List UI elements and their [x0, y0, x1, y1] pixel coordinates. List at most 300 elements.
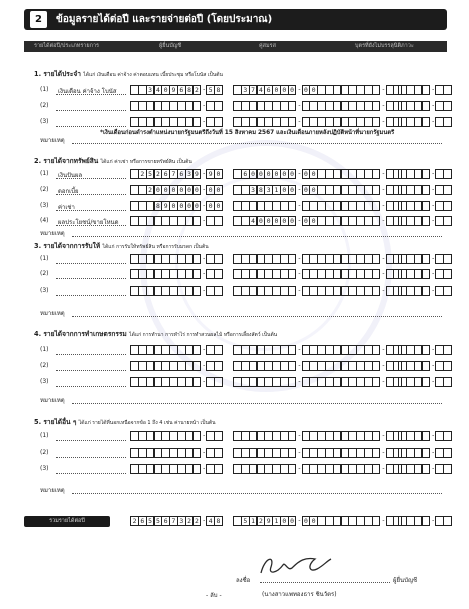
amount-field[interactable] [234, 269, 318, 279]
amount-field[interactable] [399, 464, 452, 474]
total-digit-box: 6 [161, 516, 170, 526]
amount-decimal-box [443, 431, 452, 441]
total-decimal-dash: - [297, 516, 302, 524]
amount-digit-box [372, 448, 381, 458]
column-header-children: บุตรที่ยังไม่บรรลุนิติภาวะ [355, 43, 414, 49]
row-dotted-line [56, 194, 126, 195]
amount-decimal-dash: - [381, 361, 386, 369]
signer-role: ผู้ยื่นบัญชี [393, 577, 418, 584]
total-digit-box: 5 [154, 516, 163, 526]
amount-field[interactable] [318, 101, 402, 111]
total-amount-field[interactable] [234, 516, 318, 526]
amount-field[interactable] [131, 85, 223, 95]
amount-field[interactable] [399, 448, 452, 458]
amount-decimal-box [443, 361, 452, 371]
sign-label: ลงชื่อ [236, 577, 251, 584]
amount-digit-box [422, 185, 431, 195]
amount-field[interactable] [234, 101, 318, 111]
amount-digit-box [372, 117, 381, 127]
remark-label: หมายเหตุ [40, 230, 65, 237]
amount-digit-box [288, 269, 297, 279]
amount-field[interactable] [318, 269, 402, 279]
amount-decimal-dash: - [381, 345, 386, 353]
amount-decimal-dash: - [431, 377, 436, 385]
amount-digit-box: 0 [272, 85, 281, 95]
amount-digit-box [288, 377, 297, 387]
amount-decimal-box [443, 286, 452, 296]
amount-digit-box [288, 345, 297, 355]
amount-field[interactable] [234, 254, 318, 264]
amount-decimal-dash: - [202, 448, 207, 456]
row-number: (1) [40, 346, 49, 353]
amount-field[interactable] [234, 286, 318, 296]
amount-decimal-dash: - [297, 464, 302, 472]
total-decimal-box: 0 [309, 516, 318, 526]
amount-digit-box [422, 216, 431, 226]
amount-digit-box: 0 [264, 216, 273, 226]
amount-digit-box [193, 464, 202, 474]
amount-field[interactable] [131, 431, 223, 441]
amount-field[interactable] [234, 345, 318, 355]
amount-field[interactable] [234, 85, 318, 95]
amount-digit-box: 8 [154, 201, 163, 211]
amount-decimal-box: 0 [206, 185, 215, 195]
total-digit-box: 2 [130, 516, 139, 526]
amount-field[interactable] [234, 361, 318, 371]
section-description: ได้แก่ การทำนา การทำไร่ การทำสวนผลไม้ หรือการเลี้ยงสัตว์ เป็นต้น [129, 332, 278, 338]
amount-digit-box: 8 [257, 185, 266, 195]
column-header-spouse: คู่สมรส [259, 43, 276, 49]
amount-digit-box [422, 117, 431, 127]
amount-field[interactable] [318, 286, 402, 296]
amount-field[interactable] [318, 201, 402, 211]
amount-decimal-dash: - [202, 377, 207, 385]
amount-field[interactable] [318, 254, 402, 264]
amount-field[interactable] [131, 269, 223, 279]
amount-decimal-dash: - [431, 117, 436, 125]
row-label: เงินปันผล [58, 172, 83, 179]
section-4-title [34, 328, 277, 339]
remark-label: หมายเหตุ [40, 397, 65, 404]
amount-decimal-dash: - [297, 201, 302, 209]
row-dotted-line [56, 278, 126, 279]
amount-decimal-box [443, 377, 452, 387]
amount-digit-box: 3 [146, 85, 155, 95]
amount-field[interactable] [399, 169, 452, 179]
amount-decimal-box: 0 [309, 216, 318, 226]
row-number: (1) [40, 86, 49, 93]
amount-field[interactable] [131, 377, 223, 387]
amount-field[interactable] [399, 85, 452, 95]
amount-field[interactable] [131, 254, 223, 264]
amount-field[interactable] [399, 286, 452, 296]
amount-digit-box [193, 361, 202, 371]
amount-field[interactable] [399, 377, 452, 387]
section-description: ได้แก่ รายได้ที่นอกเหนือจากข้อ 1 ถึง 4 เช่น ค่านายหน้า เป็นต้น [78, 420, 216, 426]
amount-digit-box: 9 [169, 85, 178, 95]
amount-decimal-box: 0 [206, 201, 215, 211]
amount-field[interactable] [234, 185, 318, 195]
amount-decimal-box [214, 464, 223, 474]
amount-field[interactable] [399, 254, 452, 264]
amount-digit-box: 5 [146, 169, 155, 179]
amount-decimal-box [443, 464, 452, 474]
amount-digit-box [422, 464, 431, 474]
amount-decimal-dash: - [202, 361, 207, 369]
remark-label: หมายเหตุ [40, 310, 65, 317]
amount-decimal-dash: - [381, 185, 386, 193]
amount-digit-box [372, 201, 381, 211]
row-dotted-line [56, 263, 126, 264]
total-amount-field[interactable] [399, 516, 452, 526]
amount-decimal-dash: - [297, 117, 302, 125]
remark-line [72, 143, 442, 144]
amount-field[interactable] [318, 185, 402, 195]
row-dotted-line [56, 178, 126, 179]
amount-decimal-box [443, 201, 452, 211]
section-title-text: 1. รายได้ประจำ [34, 70, 81, 78]
amount-digit-box [422, 431, 431, 441]
amount-decimal-box [214, 216, 223, 226]
remark-text: *เงินเดือนก่อนดำรงตำแหน่งนายกรัฐมนตรีถึงวันที่ 15 สิงหาคม 2567 และเงินเดือนภายหลังปฏิบัติหน้าที่นายกรัฐมนตรี [100, 130, 395, 136]
total-digit-box [422, 516, 431, 526]
amount-decimal-dash: - [431, 464, 436, 472]
amount-field[interactable] [318, 431, 402, 441]
amount-digit-box: 0 [272, 169, 281, 179]
amount-field[interactable] [399, 345, 452, 355]
row-number: (1) [40, 432, 49, 439]
amount-decimal-dash: - [202, 201, 207, 209]
amount-decimal-dash: - [297, 286, 302, 294]
amount-digit-box: 0 [257, 169, 266, 179]
amount-digit-box: 0 [177, 185, 186, 195]
amount-digit-box [193, 345, 202, 355]
amount-field[interactable] [131, 464, 223, 474]
amount-digit-box [193, 117, 202, 127]
remark-label: หมายเหตุ [40, 487, 65, 494]
amount-field[interactable] [131, 216, 223, 226]
row-dotted-line [56, 210, 126, 211]
amount-field[interactable] [399, 269, 452, 279]
amount-digit-box: 0 [169, 201, 178, 211]
amount-field[interactable] [131, 185, 223, 195]
amount-digit-box [288, 464, 297, 474]
amount-decimal-dash: - [381, 464, 386, 472]
amount-decimal-box: 0 [302, 216, 311, 226]
amount-digit-box [193, 431, 202, 441]
amount-field[interactable] [318, 345, 402, 355]
total-digit-box: 0 [280, 516, 289, 526]
amount-digit-box: 6 [264, 85, 273, 95]
amount-digit-box: 2 [193, 85, 202, 95]
section-1-title [34, 68, 223, 79]
amount-decimal-dash: - [202, 117, 207, 125]
amount-digit-box [422, 286, 431, 296]
amount-digit-box [422, 377, 431, 387]
row-dotted-line [56, 386, 126, 387]
amount-decimal-box: 0 [309, 185, 318, 195]
total-amount-field[interactable] [131, 516, 223, 526]
row-number: (2) [40, 186, 49, 193]
amount-decimal-box [443, 254, 452, 264]
amount-decimal-dash: - [202, 345, 207, 353]
row-number: (1) [40, 255, 49, 262]
amount-digit-box: 6 [177, 169, 186, 179]
amount-digit-box: 1 [272, 185, 281, 195]
amount-field[interactable] [234, 377, 318, 387]
total-decimal-box: 8 [214, 516, 223, 526]
secret-classification: - ลับ - [206, 592, 222, 599]
amount-digit-box [372, 185, 381, 195]
amount-decimal-box [214, 448, 223, 458]
amount-decimal-dash: - [297, 85, 302, 93]
amount-digit-box [422, 101, 431, 111]
row-dotted-line [56, 440, 126, 441]
amount-field[interactable] [234, 216, 318, 226]
row-number: (3) [40, 378, 49, 385]
amount-digit-box [288, 361, 297, 371]
remark-line [72, 316, 442, 317]
amount-decimal-box [443, 448, 452, 458]
amount-digit-box [422, 85, 431, 95]
amount-field[interactable] [131, 286, 223, 296]
remark-line [72, 493, 442, 494]
amount-decimal-box [214, 101, 223, 111]
total-digit-box: 7 [169, 516, 178, 526]
row-number: (2) [40, 449, 49, 456]
amount-decimal-box: 0 [309, 169, 318, 179]
amount-digit-box: 2 [138, 169, 147, 179]
total-digit-box: 2 [193, 516, 202, 526]
amount-decimal-box [214, 269, 223, 279]
amount-digit-box: 0 [280, 216, 289, 226]
amount-digit-box: 4 [154, 85, 163, 95]
amount-field[interactable] [234, 431, 318, 441]
row-dotted-line [56, 225, 126, 226]
amount-field[interactable] [399, 185, 452, 195]
amount-field[interactable] [234, 464, 318, 474]
amount-decimal-dash: - [431, 216, 436, 224]
total-decimal-box: 0 [302, 516, 311, 526]
amount-digit-box: 0 [264, 169, 273, 179]
amount-decimal-dash: - [202, 254, 207, 262]
amount-field[interactable] [131, 361, 223, 371]
amount-digit-box: 0 [257, 216, 266, 226]
total-decimal-box: 4 [206, 516, 215, 526]
amount-decimal-box: 0 [302, 85, 311, 95]
amount-digit-box: 3 [249, 185, 258, 195]
row-number: (2) [40, 102, 49, 109]
amount-field[interactable] [131, 117, 223, 127]
total-digit-box: 2 [257, 516, 266, 526]
amount-decimal-box: 0 [214, 185, 223, 195]
total-digit-box: 3 [177, 516, 186, 526]
amount-decimal-box [443, 269, 452, 279]
amount-decimal-dash: - [202, 464, 207, 472]
amount-field[interactable] [318, 216, 402, 226]
amount-decimal-box [214, 377, 223, 387]
signer-name: (นางสาวแพทองธาร ชินวัตร) [262, 591, 337, 598]
row-number: (2) [40, 270, 49, 277]
amount-digit-box: 4 [257, 85, 266, 95]
total-decimal-box [443, 516, 452, 526]
amount-digit-box [422, 345, 431, 355]
amount-field[interactable] [318, 448, 402, 458]
amount-field[interactable] [318, 169, 402, 179]
amount-decimal-dash: - [297, 169, 302, 177]
amount-decimal-dash: - [297, 269, 302, 277]
section-title-text: 5. รายได้อื่น ๆ [34, 418, 77, 426]
amount-digit-box [288, 101, 297, 111]
amount-digit-box: 0 [193, 185, 202, 195]
amount-decimal-dash: - [297, 101, 302, 109]
amount-decimal-box [214, 345, 223, 355]
amount-decimal-dash: - [202, 85, 207, 93]
amount-field[interactable] [234, 117, 318, 127]
amount-digit-box: 2 [146, 185, 155, 195]
amount-digit-box: 4 [249, 216, 258, 226]
amount-decimal-dash: - [297, 431, 302, 439]
amount-decimal-box: 0 [302, 185, 311, 195]
amount-field[interactable] [234, 169, 318, 179]
row-number: (1) [40, 170, 49, 177]
amount-decimal-dash: - [431, 185, 436, 193]
amount-field[interactable] [318, 85, 402, 95]
total-decimal-dash: - [431, 516, 436, 524]
amount-decimal-box [443, 185, 452, 195]
amount-decimal-dash: - [297, 361, 302, 369]
amount-digit-box [422, 254, 431, 264]
total-decimal-dash: - [202, 516, 207, 524]
amount-digit-box [372, 101, 381, 111]
row-dotted-line [56, 473, 126, 474]
amount-digit-box: 0 [280, 85, 289, 95]
amount-decimal-dash: - [297, 377, 302, 385]
amount-decimal-dash: - [431, 431, 436, 439]
row-dotted-line [56, 295, 126, 296]
amount-digit-box [193, 254, 202, 264]
section-title-text: 4. รายได้จากการทำเกษตรกรรม [34, 330, 127, 338]
amount-field[interactable] [234, 201, 318, 211]
amount-field[interactable] [131, 201, 223, 211]
signature-image [255, 553, 335, 581]
amount-digit-box [372, 345, 381, 355]
remark-label: หมายเหตุ [40, 137, 65, 144]
amount-decimal-dash: - [297, 254, 302, 262]
amount-decimal-dash: - [431, 286, 436, 294]
amount-field[interactable] [399, 117, 452, 127]
amount-field[interactable] [318, 117, 402, 127]
total-digit-box: 0 [288, 516, 297, 526]
section-description: ได้แก่ เงินเดือน ค่าจ้าง ค่าตอบแทน เบี้ยประชุม หรือโบนัส เป็นต้น [83, 72, 223, 78]
amount-field[interactable] [131, 448, 223, 458]
section-5-title [34, 416, 216, 427]
signature-line [260, 582, 390, 583]
amount-digit-box [422, 169, 431, 179]
amount-digit-box [372, 377, 381, 387]
amount-field[interactable] [131, 345, 223, 355]
amount-decimal-dash: - [381, 85, 386, 93]
amount-decimal-dash: - [381, 286, 386, 294]
amount-digit-box [288, 431, 297, 441]
amount-digit-box [422, 201, 431, 211]
amount-digit-box: 0 [288, 216, 297, 226]
amount-decimal-box [214, 286, 223, 296]
amount-digit-box [422, 361, 431, 371]
amount-field[interactable] [399, 101, 452, 111]
amount-decimal-box: 0 [214, 201, 223, 211]
total-digit-box: 5 [146, 516, 155, 526]
amount-decimal-box [443, 169, 452, 179]
amount-digit-box [193, 286, 202, 296]
amount-digit-box: 7 [249, 85, 258, 95]
amount-decimal-box [214, 361, 223, 371]
amount-decimal-dash: - [381, 216, 386, 224]
amount-decimal-dash: - [381, 201, 386, 209]
amount-digit-box [288, 117, 297, 127]
amount-decimal-dash: - [202, 169, 207, 177]
amount-digit-box: 3 [264, 185, 273, 195]
amount-field[interactable] [318, 377, 402, 387]
amount-field[interactable] [234, 448, 318, 458]
amount-digit-box: 9 [193, 169, 202, 179]
amount-digit-box: 0 [272, 216, 281, 226]
amount-field[interactable] [318, 464, 402, 474]
amount-field[interactable] [399, 201, 452, 211]
row-dotted-line [56, 94, 126, 95]
amount-field[interactable] [131, 169, 223, 179]
row-number: (3) [40, 287, 49, 294]
amount-decimal-dash: - [297, 448, 302, 456]
amount-decimal-box: 0 [302, 169, 311, 179]
amount-field[interactable] [399, 361, 452, 371]
amount-decimal-dash: - [381, 169, 386, 177]
row-number: (4) [40, 217, 49, 224]
amount-decimal-dash: - [297, 345, 302, 353]
amount-decimal-box: 0 [214, 169, 223, 179]
total-digit-box: 1 [249, 516, 258, 526]
row-label: ดอกเบี้ย [58, 188, 79, 195]
total-digit-box [372, 516, 381, 526]
amount-digit-box: 3 [241, 85, 250, 95]
amount-decimal-dash: - [431, 169, 436, 177]
amount-decimal-box: 8 [214, 85, 223, 95]
total-amount-field[interactable] [318, 516, 402, 526]
total-digit-box: 1 [272, 516, 281, 526]
total-digit-box: 2 [185, 516, 194, 526]
amount-digit-box: 0 [288, 169, 297, 179]
amount-digit-box [372, 269, 381, 279]
amount-digit-box: 6 [177, 85, 186, 95]
amount-field[interactable] [399, 431, 452, 441]
amount-digit-box: 0 [288, 185, 297, 195]
amount-digit-box: 8 [185, 85, 194, 95]
section-3-title [34, 240, 209, 251]
column-header-filer: ผู้ยื่นบัญชี [159, 43, 182, 49]
amount-digit-box [372, 464, 381, 474]
amount-digit-box: 0 [193, 201, 202, 211]
amount-digit-box [193, 101, 202, 111]
amount-field[interactable] [131, 101, 223, 111]
section-description: ได้แก่ การรับให้ทรัพย์สิน หรือการรับมรดก เป็นต้น [102, 244, 209, 250]
amount-field[interactable] [318, 361, 402, 371]
amount-digit-box [372, 361, 381, 371]
amount-digit-box: 6 [241, 169, 250, 179]
amount-decimal-box [443, 345, 452, 355]
amount-digit-box: 6 [161, 169, 170, 179]
amount-field[interactable] [399, 216, 452, 226]
amount-digit-box [288, 286, 297, 296]
